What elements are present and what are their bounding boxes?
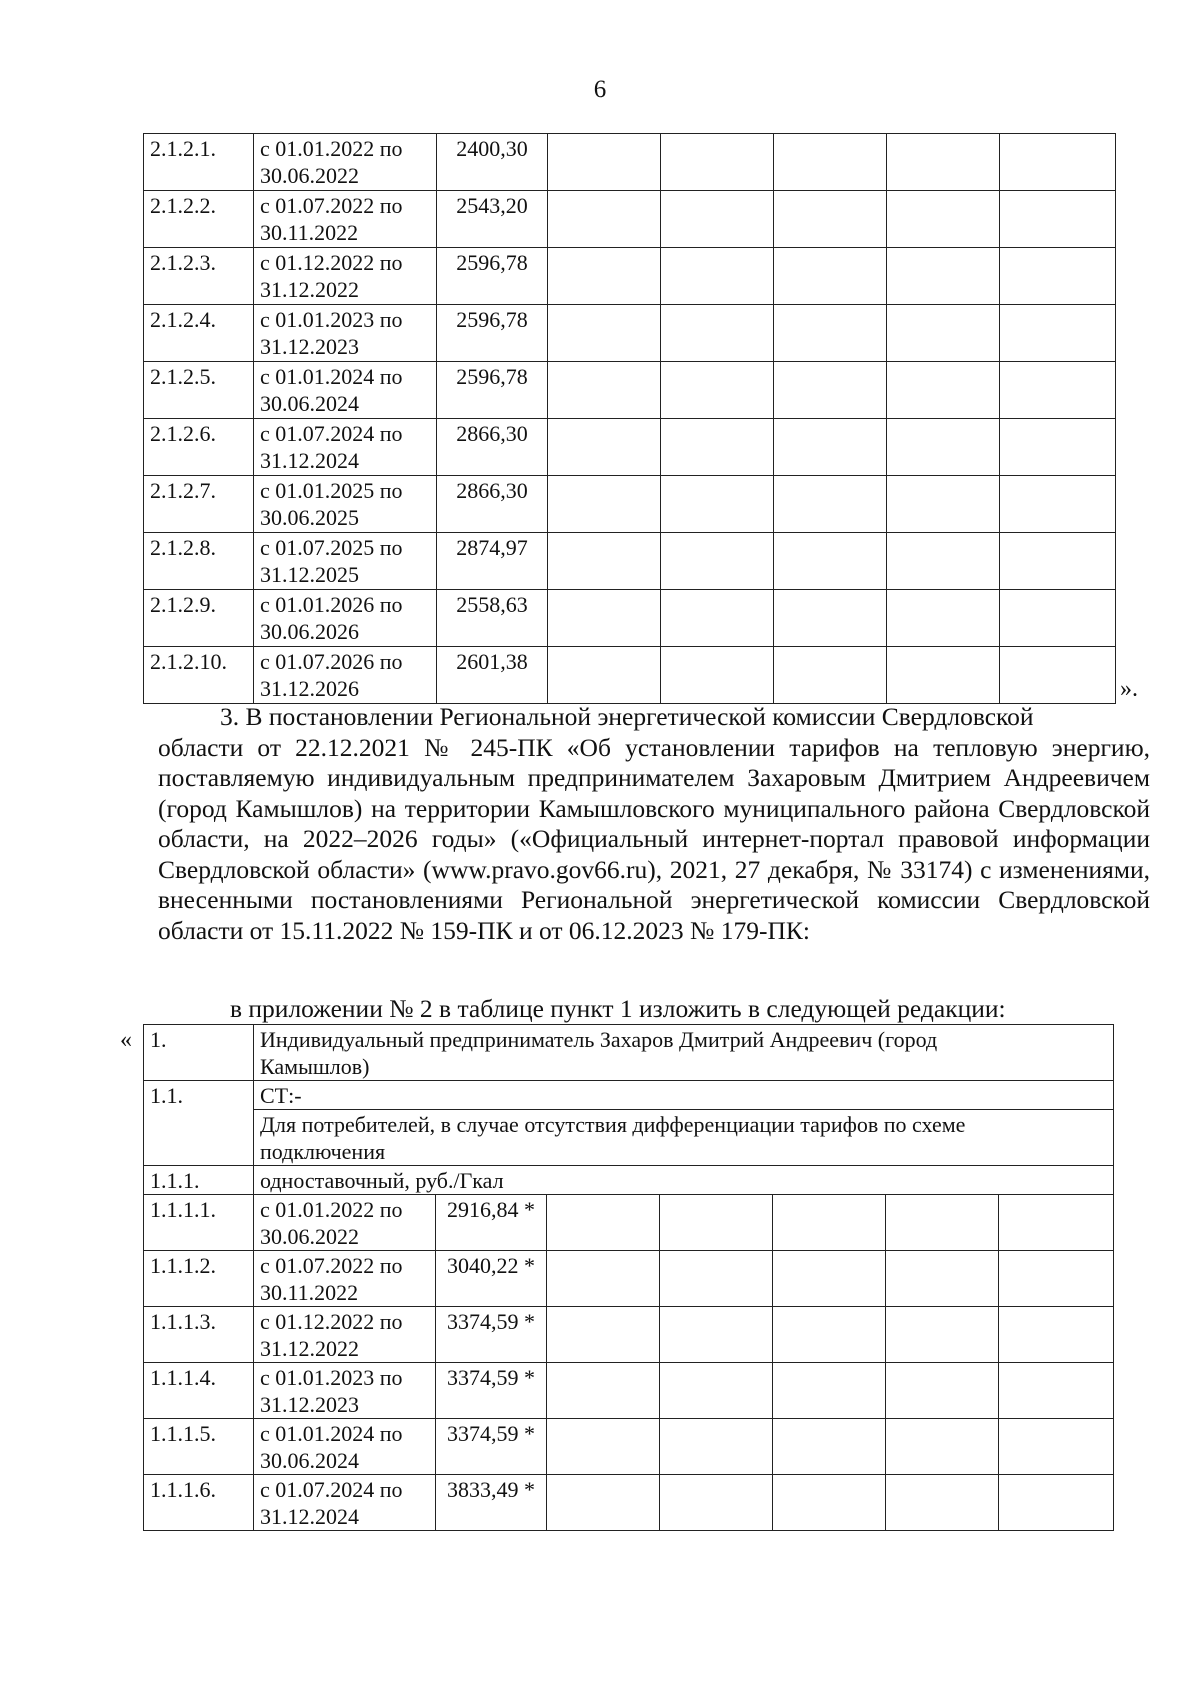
empty-cell (1000, 191, 1116, 248)
empty-cell (547, 1363, 660, 1419)
empty-cell (661, 590, 774, 647)
empty-cell (774, 533, 887, 590)
empty-cell (1000, 362, 1116, 419)
amendment-paragraph (158, 702, 1150, 946)
row-number: 1.1.1.2. (144, 1251, 254, 1307)
empty-cell (548, 647, 661, 704)
period-end: 30.06.2022 (260, 163, 359, 188)
entrepreneur-name-line2: Камышлов) (260, 1054, 370, 1079)
empty-cell (660, 1251, 773, 1307)
period-end: 30.06.2026 (260, 619, 359, 644)
period-start: с 01.12.2022 по (260, 250, 403, 275)
period-cell (254, 191, 437, 248)
empty-cell (774, 191, 887, 248)
row-number: 2.1.2.9. (144, 590, 254, 647)
empty-cell (547, 1419, 660, 1475)
period-cell (254, 1419, 436, 1475)
empty-cell (660, 1475, 773, 1531)
table-row (144, 248, 1116, 305)
empty-cell (886, 1195, 999, 1251)
period-end: 30.06.2024 (260, 1448, 359, 1473)
empty-cell (661, 419, 774, 476)
empty-cell (661, 248, 774, 305)
empty-cell (548, 476, 661, 533)
empty-cell (774, 305, 887, 362)
table-row (144, 305, 1116, 362)
table-row (144, 1307, 1114, 1363)
empty-cell (547, 1307, 660, 1363)
period-cell (254, 1363, 436, 1419)
empty-cell (547, 1251, 660, 1307)
period-cell (254, 1475, 436, 1531)
period-cell (254, 305, 437, 362)
row-number: 1.1. (144, 1081, 254, 1166)
subsection-label: одноставочный, руб./Гкал (254, 1166, 1114, 1195)
empty-cell (548, 305, 661, 362)
table-row (144, 1419, 1114, 1475)
empty-cell (661, 647, 774, 704)
paragraph-subline: в приложении № 2 в таблице пункт 1 изложить в следующей редакции: (230, 994, 1006, 1023)
row-number: 1.1.1.3. (144, 1307, 254, 1363)
row-number: 2.1.2.7. (144, 476, 254, 533)
period-cell (254, 476, 437, 533)
empty-cell (999, 1307, 1114, 1363)
period-start: с 01.01.2024 по (260, 1421, 403, 1446)
empty-cell (774, 419, 887, 476)
empty-cell (661, 191, 774, 248)
row-number: 2.1.2.10. (144, 647, 254, 704)
empty-cell (661, 134, 774, 191)
paragraph-first-line: 3. В постановлении Региональной энергетической комиссии Свердловской (220, 702, 1034, 731)
period-cell (254, 590, 437, 647)
period-cell (254, 1251, 436, 1307)
empty-cell (1000, 476, 1116, 533)
empty-cell (660, 1363, 773, 1419)
period-start: с 01.07.2024 по (260, 421, 403, 446)
row-number: 2.1.2.2. (144, 191, 254, 248)
empty-cell (999, 1251, 1114, 1307)
period-cell (254, 134, 437, 191)
period-start: с 01.07.2022 по (260, 1253, 403, 1278)
period-end: 31.12.2022 (260, 1336, 359, 1361)
empty-cell (999, 1419, 1114, 1475)
table-row (144, 419, 1116, 476)
empty-cell (548, 134, 661, 191)
row-number: 2.1.2.4. (144, 305, 254, 362)
empty-cell (547, 1475, 660, 1531)
empty-cell (999, 1363, 1114, 1419)
empty-cell (887, 305, 1000, 362)
tariff-value: 2543,20 (437, 191, 548, 248)
empty-cell (887, 362, 1000, 419)
period-start: с 01.07.2025 по (260, 535, 403, 560)
period-start: с 01.01.2023 по (260, 1365, 403, 1390)
empty-cell (999, 1195, 1114, 1251)
table-row-section (144, 1081, 1114, 1110)
period-start: с 01.12.2022 по (260, 1309, 403, 1334)
tariff-value: 2866,30 (437, 476, 548, 533)
table-row (144, 134, 1116, 191)
table-row-header (144, 1025, 1114, 1081)
empty-cell (661, 305, 774, 362)
period-cell (254, 1307, 436, 1363)
period-end: 31.12.2026 (260, 676, 359, 701)
table-row (144, 1363, 1114, 1419)
table-row-subsection (144, 1166, 1114, 1195)
empty-cell (887, 419, 1000, 476)
period-end: 31.12.2024 (260, 1504, 359, 1529)
period-cell (254, 248, 437, 305)
row-number: 1.1.1.5. (144, 1419, 254, 1475)
entrepreneur-name-line1: Индивидуальный предприниматель Захаров Дмитрий Андреевич (город (260, 1027, 938, 1052)
section-label: СТ:- (254, 1081, 1114, 1110)
empty-cell (660, 1307, 773, 1363)
row-number: 1.1.1.6. (144, 1475, 254, 1531)
period-start: с 01.01.2022 по (260, 1197, 403, 1222)
empty-cell (886, 1251, 999, 1307)
section-description (254, 1110, 1114, 1166)
empty-cell (887, 647, 1000, 704)
empty-cell (548, 419, 661, 476)
empty-cell (1000, 590, 1116, 647)
empty-cell (887, 134, 1000, 191)
empty-cell (774, 248, 887, 305)
empty-cell (774, 647, 887, 704)
empty-cell (999, 1475, 1114, 1531)
empty-cell (774, 476, 887, 533)
tariff-value: 2596,78 (437, 362, 548, 419)
section-description-line1: Для потребителей, в случае отсутствия дифференциации тарифов по схеме (260, 1112, 966, 1137)
closing-quote: ». (1120, 676, 1138, 702)
empty-cell (1000, 305, 1116, 362)
page-number: 6 (593, 76, 607, 103)
tariff-value: 2874,97 (437, 533, 548, 590)
period-start: с 01.07.2026 по (260, 649, 403, 674)
empty-cell (661, 533, 774, 590)
tariff-value: 2558,63 (437, 590, 548, 647)
tariff-value: 3374,59 * (436, 1363, 547, 1419)
tariff-value: 3040,22 * (436, 1251, 547, 1307)
period-cell (254, 419, 437, 476)
row-number: 2.1.2.5. (144, 362, 254, 419)
tariff-value: 2601,38 (437, 647, 548, 704)
empty-cell (1000, 647, 1116, 704)
paragraph-body: области от 22.12.2021 № 245-ПК «Об установлении тарифов на тепловую энергию, поставляемую индивидуальным предпринимателем Захаровым Дмитрием Андреевичем (город Камышлов) на территории Камышловского муниципального района Свердловской области, на 2022–2026 годы» («Официальный интернет-портал правовой информации Свердловской области» (www.pravo.gov66.ru), 2021, 27 декабря, № 33174) с изменениями, внесенными постановлениями Региональной энергетической комиссии Свердловской области от 15.11.2022 № 159-ПК и от 06.12.2023 № 179-ПК: (158, 732, 1150, 945)
period-cell (254, 533, 437, 590)
opening-quote: « (120, 1027, 132, 1053)
tariff-value: 3833,49 * (436, 1475, 547, 1531)
row-number: 2.1.2.3. (144, 248, 254, 305)
empty-cell (548, 191, 661, 248)
empty-cell (660, 1419, 773, 1475)
period-end: 30.06.2022 (260, 1224, 359, 1249)
empty-cell (887, 533, 1000, 590)
row-number: 1.1.1.4. (144, 1363, 254, 1419)
table-row (144, 1475, 1114, 1531)
period-cell (254, 362, 437, 419)
table-row (144, 191, 1116, 248)
empty-cell (887, 476, 1000, 533)
row-number: 1.1.1. (144, 1166, 254, 1195)
empty-cell (1000, 248, 1116, 305)
period-end: 31.12.2023 (260, 1392, 359, 1417)
period-start: с 01.01.2026 по (260, 592, 403, 617)
empty-cell (1000, 419, 1116, 476)
entrepreneur-name-cell (254, 1025, 1114, 1081)
section-description-line2: подключения (260, 1139, 386, 1164)
table-row (144, 1251, 1114, 1307)
period-start: с 01.01.2024 по (260, 364, 403, 389)
period-end: 31.12.2022 (260, 277, 359, 302)
empty-cell (887, 248, 1000, 305)
tariff-value: 2866,30 (437, 419, 548, 476)
empty-cell (548, 248, 661, 305)
period-end: 30.06.2024 (260, 391, 359, 416)
period-end: 30.11.2022 (260, 220, 359, 245)
period-start: с 01.01.2022 по (260, 136, 403, 161)
tariff-value: 2596,78 (437, 248, 548, 305)
period-start: с 01.07.2024 по (260, 1477, 403, 1502)
tariff-value: 3374,59 * (436, 1307, 547, 1363)
empty-cell (548, 533, 661, 590)
empty-cell (887, 191, 1000, 248)
period-end: 31.12.2023 (260, 334, 359, 359)
tariff-table-continuation (143, 133, 1116, 704)
empty-cell (886, 1307, 999, 1363)
empty-cell (661, 362, 774, 419)
row-number: 1.1.1.1. (144, 1195, 254, 1251)
row-number: 2.1.2.6. (144, 419, 254, 476)
empty-cell (773, 1419, 886, 1475)
period-end: 30.11.2022 (260, 1280, 359, 1305)
empty-cell (887, 590, 1000, 647)
empty-cell (548, 362, 661, 419)
tariff-table-new-edition (143, 1024, 1114, 1531)
period-cell (254, 647, 437, 704)
row-number: 1. (144, 1025, 254, 1081)
empty-cell (660, 1195, 773, 1251)
table-row-section-desc (144, 1110, 1114, 1166)
period-end: 30.06.2025 (260, 505, 359, 530)
table-row (144, 590, 1116, 647)
empty-cell (774, 134, 887, 191)
period-start: с 01.01.2025 по (260, 478, 403, 503)
empty-cell (773, 1475, 886, 1531)
table-row (144, 476, 1116, 533)
tariff-value: 2400,30 (437, 134, 548, 191)
empty-cell (1000, 134, 1116, 191)
tariff-value: 3374,59 * (436, 1419, 547, 1475)
table-row (144, 647, 1116, 704)
empty-cell (548, 590, 661, 647)
empty-cell (886, 1419, 999, 1475)
empty-cell (773, 1307, 886, 1363)
table-row (144, 533, 1116, 590)
empty-cell (661, 476, 774, 533)
tariff-value: 2596,78 (437, 305, 548, 362)
empty-cell (774, 590, 887, 647)
row-number: 2.1.2.8. (144, 533, 254, 590)
period-end: 31.12.2024 (260, 448, 359, 473)
period-start: с 01.01.2023 по (260, 307, 403, 332)
table-row (144, 1195, 1114, 1251)
empty-cell (1000, 533, 1116, 590)
table-row (144, 362, 1116, 419)
empty-cell (773, 1195, 886, 1251)
tariff-value: 2916,84 * (436, 1195, 547, 1251)
empty-cell (886, 1475, 999, 1531)
empty-cell (547, 1195, 660, 1251)
empty-cell (773, 1251, 886, 1307)
empty-cell (774, 362, 887, 419)
period-start: с 01.07.2022 по (260, 193, 403, 218)
period-end: 31.12.2025 (260, 562, 359, 587)
empty-cell (773, 1363, 886, 1419)
row-number: 2.1.2.1. (144, 134, 254, 191)
period-cell (254, 1195, 436, 1251)
empty-cell (886, 1363, 999, 1419)
